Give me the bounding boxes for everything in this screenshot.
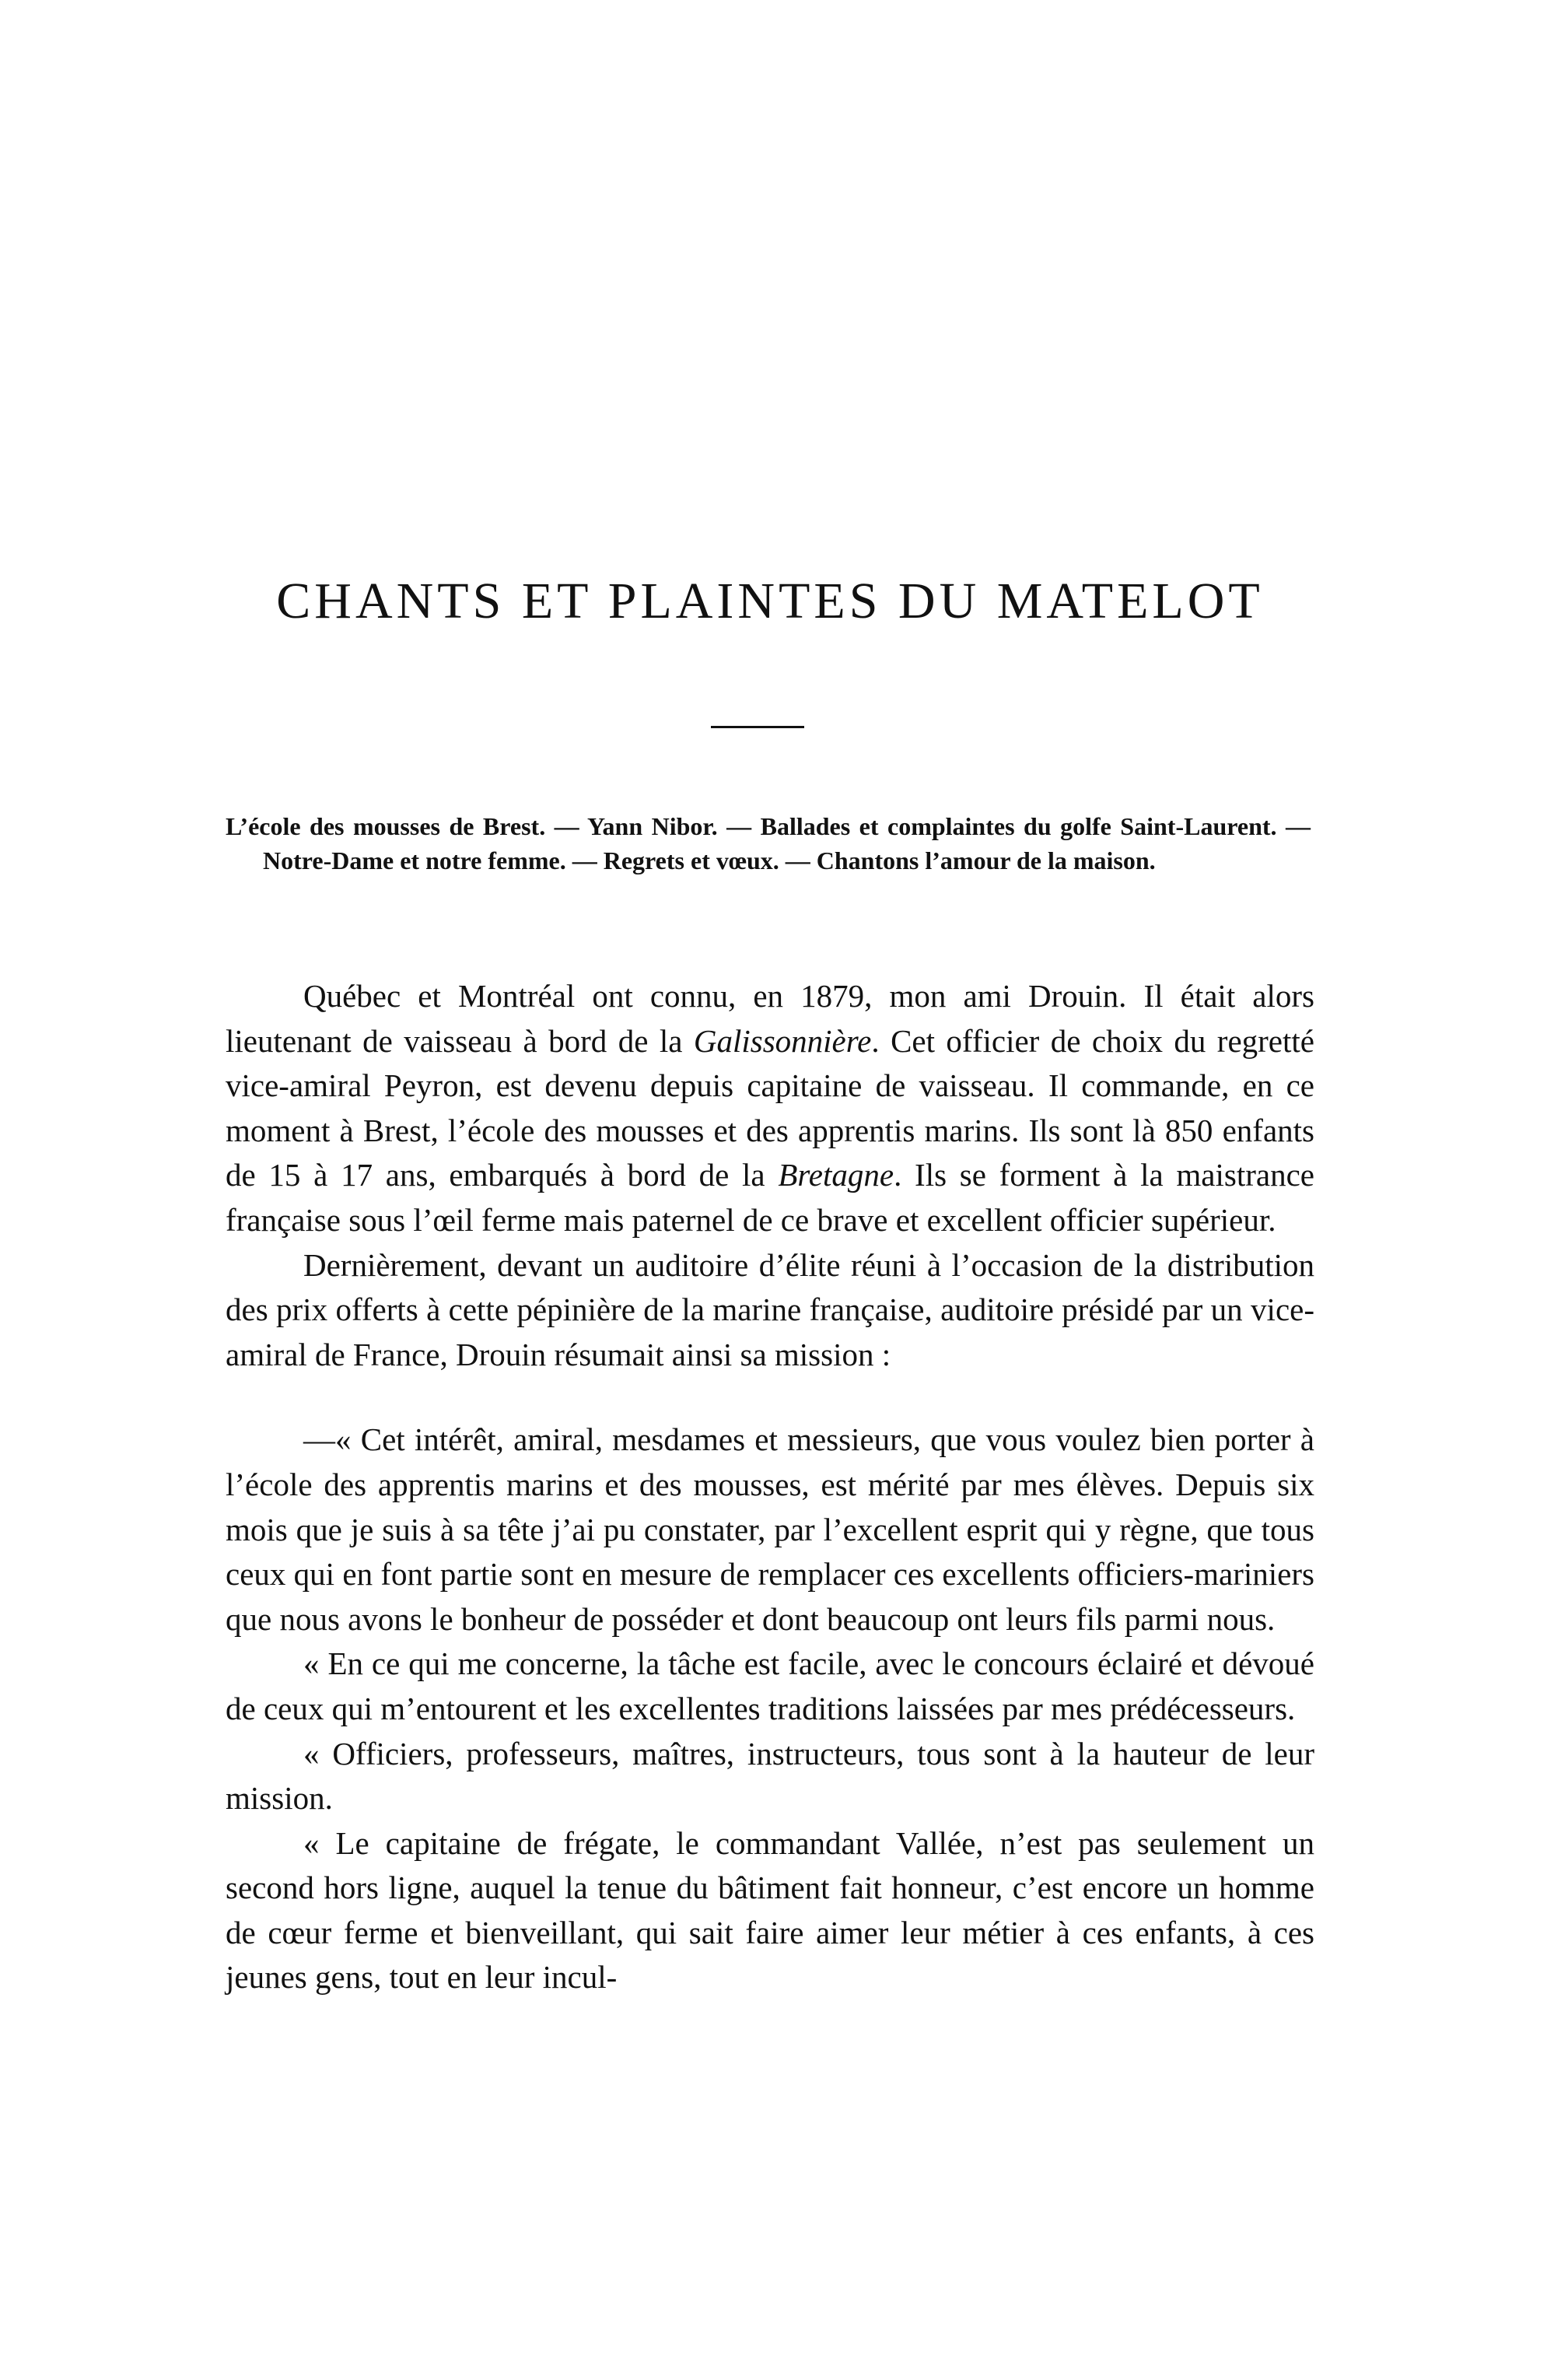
paragraph-speech-task: « En ce qui me concerne, la tâche est facile, avec le concours éclairé et dévoué de ceux qui m’entourent et les excellentes traditions laissées par mes prédécesseurs. — [226, 1645, 1314, 1726]
paragraph-text: . Cet officier de choix du regretté vice-amiral Peyron, est devenu depuis capitaine de vaisseau. Il commande, en ce moment à Brest, l’école des mousses et des apprentis marins. Ils sont là 850 enfants de 15 à 17 ans, embarqués à bord de la — [226, 1022, 1314, 1193]
paragraph-speech-staff: « Officiers, professeurs, maîtres, instructeurs, tous sont à la hauteur de leur mission. — [226, 1735, 1314, 1817]
title-divider — [711, 726, 804, 728]
paragraph-drouin-intro — [226, 974, 1314, 1243]
paragraph-distribution: Dernièrement, devant un auditoire d’élite réuni à l’occasion de la distribution des prix offerts à cette pépinière de la marine française, auditoire présidé par un vice-amiral de France, Drouin résumait ainsi sa mission : — [226, 1246, 1314, 1372]
paragraph-speech-vallee: « Le capitaine de frégate, le commandant Vallée, n’est pas seulement un second hors ligne, auquel la tenue du bâtiment fait honneur, c’est encore un homme de cœur ferme et bienveillant, qui sait faire aimer leur métier à ces enfants, à ces jeunes gens, tout en leur incul- — [226, 1824, 1314, 1996]
ship-name-bretagne: Bretagne — [778, 1157, 894, 1193]
paragraph-text: . Ils se forment à la maistrance française sous l’œil ferme mais paternel de ce brave et excellent officier supérieur. — [226, 1157, 1314, 1238]
chapter-title: CHANTS ET PLAINTES DU MATELOT — [276, 573, 1264, 629]
paragraph-text: Québec et Montréal ont connu, en 1879, mon ami Drouin. Il était alors lieutenant de vaisseau à bord de la — [226, 978, 1314, 1059]
paragraph-speech-opening: —« Cet intérêt, amiral, mesdames et messieurs, que vous voulez bien porter à l’école des apprentis marins et des mousses, est mérité par mes élèves. Depuis six mois que je suis à sa tête j’ai pu constater, par l’excellent esprit qui y règne, que tous ceux qui en font partie sont en mesure de remplacer ces excellents officiers-mariniers que nous avons le bonheur de posséder et dont beaucoup ont leurs fils parmi nous. — [226, 1421, 1314, 1637]
body-text — [226, 974, 1314, 2000]
ship-name-galissonniere: Galissonnière — [693, 1022, 872, 1059]
chapter-summary: L’école des mousses de Brest. — Yann Nibor. — Ballades et complaintes du golfe Saint-Laurent. — Notre-Dame et notre femme. — Regrets et vœux. — Chantons l’amour de la maison. — [226, 812, 1311, 874]
